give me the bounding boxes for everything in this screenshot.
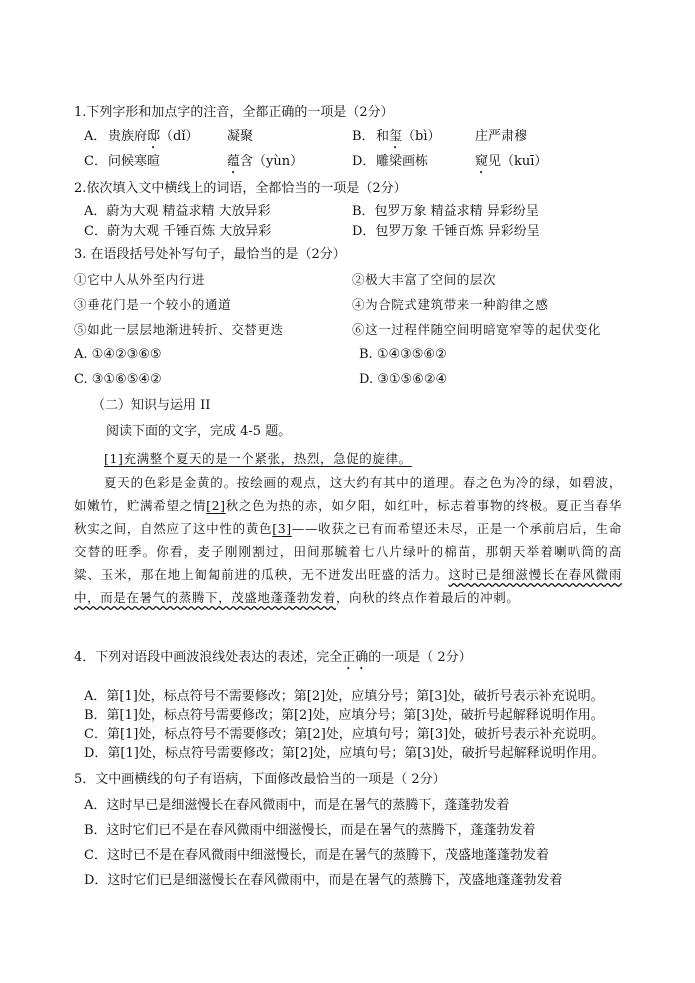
passage-text-4: ，向秋的终点作着最后的冲刺。: [336, 590, 520, 605]
q5-option-d: D．这时它们已是细滋慢长在春风微雨中，而是在暑气的蒸腾下，茂盛地蓬蓬勃发着: [84, 873, 563, 888]
section-instruction: 阅读下面的文字，完成 4-5 题。: [106, 424, 292, 439]
q3-sentence-5: ⑤如此一层层地渐进转折、交替更迭: [74, 322, 284, 337]
q1-option-a-label: A．: [84, 129, 107, 144]
dotted-char: 玺: [389, 129, 403, 144]
q1-option-c-word2: 蕴含（yùn）: [227, 154, 304, 169]
q3-option-a: A. ①④②③⑥⑤: [74, 347, 162, 362]
q2-option-c: C．蔚为大观 千锤百炼 大放异彩: [84, 224, 272, 239]
q1-option-c-label: C．: [84, 154, 107, 169]
q1-option-b-word2: 庄严肃穆: [475, 129, 528, 144]
q3-sentence-1: ①它中人从外至内行进: [74, 272, 206, 287]
q4-option-b: B．第[1]处，标点符号需要修改；第[2]处，应填分号；第[3]处，破折号起解释说明作用。: [84, 708, 604, 723]
q5-option-a: A．这时早已是细滋慢长在春风微雨中，而是在暑气的蒸腾下，蓬蓬勃发着: [84, 798, 510, 813]
q1-option-a-word2: 凝聚: [227, 129, 254, 144]
q1-option-d-label: D．: [352, 154, 376, 169]
q3-option-d: D. ③①⑤⑥②④: [359, 372, 448, 387]
q3-sentence-3: ③垂花门是一个较小的通道: [74, 297, 232, 312]
q4-option-c: C．第[1]处，标点符号不需要修改；第[2]处，应填句号；第[3]处，破折号表示补充说明。: [84, 727, 605, 742]
q1-row-cd: [84, 153, 644, 171]
passage-text-3: ——收获之已有而希望还未尽，正是一个承前启后，生命交替的旺季。你看，麦子刚刚割过，田间那毓着七八片绿叶的棉苗，那朝天举着喇叭筒的高粱、玉米，那在地上匍匐前进的瓜秧，无不迸发出旺盛的活力。: [74, 521, 622, 582]
q3-sentence-6: ⑥这一过程伴随空间明暗宽窄等的起伏变化: [352, 322, 601, 337]
passage-text-1: 夏天的色彩是金黄的。按绘画的观点，这大约有其中的道理。春之色为冷的绿，如碧波，如嫩竹，贮满希望之情: [74, 475, 622, 513]
passage-text-2: 秋之色为热的赤，如夕阳，如红叶，标志着事物的终极。夏正当春华秋实之间，自然应了这中性的黄色: [74, 498, 622, 536]
passage-marker-3: [3]: [272, 521, 292, 536]
q1-option-d-word1: 雕梁画栋: [376, 154, 429, 169]
q4-option-d: D．第[1]处，标点符号需要修改；第[2]处，应填句号；第[3]处，破折号起解释说明作用。: [84, 746, 605, 761]
q3-sentence-4: ④为合院式建筑带来一种韵律之感: [352, 297, 549, 312]
passage-wavy-sentence: 这时已是细滋慢长在春风微雨中，而是在暑气的蒸腾下，茂盛地蓬蓬勃发着: [74, 567, 622, 605]
q5-option-b: B．这时它们已不是在春风微雨中细滋慢长，而是在暑气的蒸腾下，蓬蓬勃发着: [84, 823, 536, 838]
q3-option-b: B. ①④③⑤⑥②: [359, 347, 447, 362]
q5-option-c: C．这时已不是在春风微雨中细滋慢长，而是在暑气的蒸腾下，茂盛地蓬蓬勃发着: [84, 848, 549, 863]
passage-paragraph: [74, 471, 622, 609]
passage-first-line: [1]充满整个夏天的是一个紧张，热烈，急促的旋律。: [104, 451, 412, 466]
section-heading: （二）知识与运用 II: [92, 398, 211, 413]
q4-option-a: A．第[1]处，标点符号不需要修改；第[2]处，应填分号；第[3]处，破折号表示补充说明。: [84, 689, 604, 704]
q1-option-b-label: B．: [352, 129, 375, 144]
q1-row-ab: [84, 128, 644, 146]
q1-option-b-word1: 和玺（bì）: [376, 129, 441, 144]
q1-option-d-word2: 窥见（kuī）: [475, 154, 548, 169]
q1-option-c-word1: 问候寒暄: [108, 154, 161, 169]
q5-stem: 5．文中画横线的句子有语病，下面修改最恰当的一项是（ 2分）: [74, 772, 446, 787]
q2-option-b: B．包罗万象 精益求精 异彩纷呈: [352, 204, 539, 219]
dotted-char: 蕴: [227, 154, 241, 169]
dotted-char: 窥: [475, 154, 489, 169]
passage-marker-2: [2]: [206, 498, 226, 513]
q1-stem: 1.下列字形和加点字的注音，全都正确的一项是（2分）: [74, 105, 394, 120]
q1-option-a-word1: 贵族府邸（dǐ）: [108, 129, 199, 144]
q2-option-a: A．蔚为大观 精益求精 大放异彩: [84, 204, 271, 219]
q3-sentence-2: ②极大丰富了空间的层次: [352, 272, 497, 287]
q2-option-d: D．包罗万象 千锤百炼 异彩纷呈: [352, 224, 540, 239]
q2-stem: 2.依次填入文中横线上的词语，全都恰当的一项是（2分）: [74, 181, 407, 196]
dotted-char: 邸: [147, 129, 161, 144]
q3-option-c: C. ③①⑥⑤④②: [74, 372, 162, 387]
q4-stem: 4．下列对语段中画波浪线处表达的表述，完全正确的一项是（ 2分）: [74, 650, 472, 665]
q3-stem: 3. 在语段括号处补写句子，最恰当的是（2分）: [74, 247, 346, 262]
dotted-emphasis: 正确: [342, 650, 369, 665]
